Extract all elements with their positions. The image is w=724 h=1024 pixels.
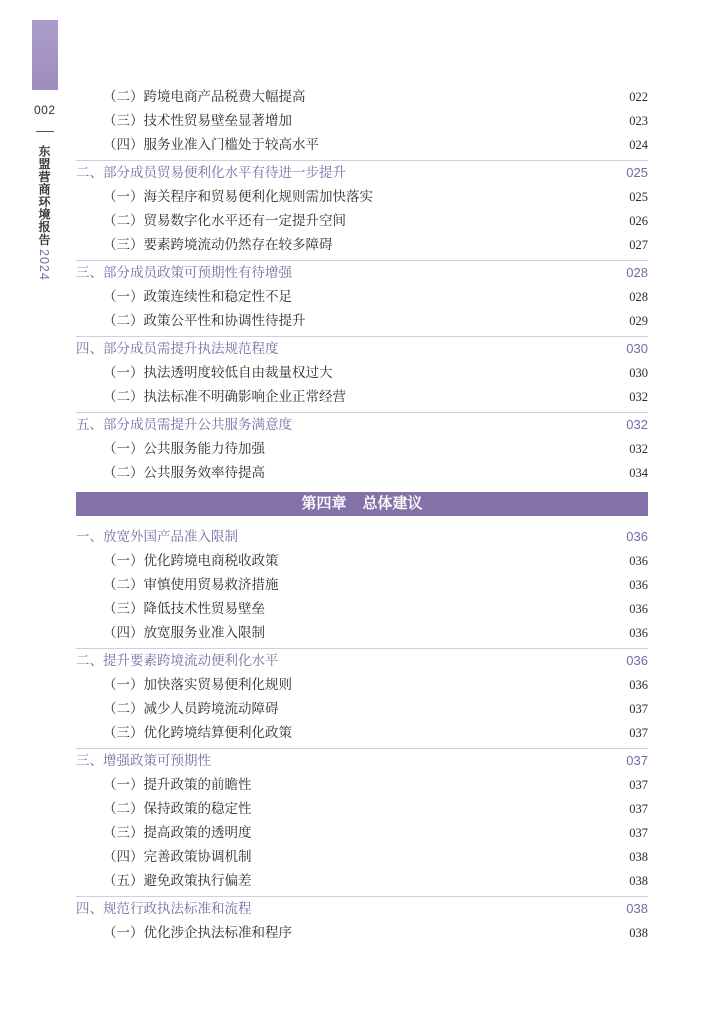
- toc-sub-item-label: （四）放宽服务业准入限制: [103, 625, 265, 640]
- toc-sub-item: [76, 209, 648, 233]
- page-number-divider: [36, 131, 54, 132]
- toc-sub-item-page: 023: [629, 114, 648, 128]
- toc-sub-item: [76, 597, 648, 621]
- toc-sub-item-label: （一）提升政策的前瞻性: [103, 777, 252, 792]
- toc-sub-item: [76, 845, 648, 869]
- toc-sub-item: [76, 385, 648, 409]
- toc-sub-item-label: （三）提高政策的透明度: [103, 825, 252, 840]
- toc-sub-item-page: 025: [629, 190, 648, 204]
- toc-sub-item-label: （二）政策公平性和协调性待提升: [103, 313, 306, 328]
- toc-section-heading-page: 036: [626, 653, 648, 668]
- toc-sub-item: [76, 133, 648, 157]
- toc-sub-item: [76, 233, 648, 257]
- toc-sub-item: [76, 361, 648, 385]
- toc-sub-item: [76, 797, 648, 821]
- toc-sub-item-page: 037: [629, 702, 648, 716]
- toc-sub-item: [76, 773, 648, 797]
- toc-sub-item: [76, 721, 648, 745]
- toc-section-heading: [76, 336, 648, 361]
- toc-sub-item-page: 036: [629, 578, 648, 592]
- toc-sub-item-page: 038: [629, 874, 648, 888]
- toc-section-heading-label: 四、规范行政执法标准和流程: [76, 901, 252, 916]
- toc-sub-item-label: （二）公共服务效率待提高: [103, 465, 265, 480]
- toc-section-heading: [76, 748, 648, 773]
- toc-sub-item-page: 034: [629, 466, 648, 480]
- toc-sub-item-page: 036: [629, 602, 648, 616]
- toc-sub-item-page: 030: [629, 366, 648, 380]
- toc-section-heading-label: 一、放宽外国产品准入限制: [76, 529, 238, 544]
- toc-sub-item: [76, 461, 648, 485]
- toc-sub-item-page: 036: [629, 554, 648, 568]
- toc-sub-item-label: （三）要素跨境流动仍然存在较多障碍: [103, 237, 333, 252]
- toc-sub-item: [76, 573, 648, 597]
- toc-sub-item-page: 037: [629, 726, 648, 740]
- toc-sub-item: [76, 697, 648, 721]
- toc-sub-item: [76, 821, 648, 845]
- table-of-contents: [76, 85, 648, 945]
- toc-sub-item: [76, 437, 648, 461]
- toc-sub-item-label: （二）跨境电商产品税费大幅提高: [103, 89, 306, 104]
- toc-sub-item: [76, 869, 648, 893]
- toc-sub-item-label: （三）降低技术性贸易壁垒: [103, 601, 265, 616]
- toc-sub-item-page: 038: [629, 850, 648, 864]
- running-title: [37, 145, 51, 281]
- toc-sub-item-label: （一）优化跨境电商税收政策: [103, 553, 279, 568]
- toc-sub-item-label: （三）技术性贸易壁垒显著增加: [103, 113, 292, 128]
- chapter-title: 总体建议: [362, 495, 423, 512]
- toc-sub-item-label: （一）公共服务能力待加强: [103, 441, 265, 456]
- toc-sub-item: [76, 309, 648, 333]
- toc-section-heading-page: 028: [626, 265, 648, 280]
- toc-sub-item-page: 037: [629, 826, 648, 840]
- toc-sub-item-label: （一）执法透明度较低自由裁量权过大: [103, 365, 333, 380]
- toc-sub-item-page: 024: [629, 138, 648, 152]
- toc-sub-item-label: （一）政策连续性和稳定性不足: [103, 289, 292, 304]
- toc-sub-item-label: （一）优化涉企执法标准和程序: [103, 925, 292, 940]
- toc-section-heading: [76, 160, 648, 185]
- toc-sub-item-label: （五）避免政策执行偏差: [103, 873, 252, 888]
- toc-section-heading-label: 三、增强政策可预期性: [76, 753, 211, 768]
- toc-section-heading-label: 三、部分成员政策可预期性有待增强: [76, 265, 292, 280]
- toc-sub-item-page: 022: [629, 90, 648, 104]
- toc-sub-item-page: 036: [629, 626, 648, 640]
- chapter-tab-marker: [32, 20, 58, 90]
- toc-sub-item-page: 028: [629, 290, 648, 304]
- toc-section-heading: [76, 412, 648, 437]
- toc-sub-item: [76, 285, 648, 309]
- toc-sub-item-label: （二）保持政策的稳定性: [103, 801, 252, 816]
- toc-sub-item: [76, 85, 648, 109]
- toc-sub-item-page: 037: [629, 778, 648, 792]
- toc-sub-item-label: （一）海关程序和贸易便利化规则需加快落实: [103, 189, 373, 204]
- toc-sub-item-page: 027: [629, 238, 648, 252]
- toc-section-heading: [76, 648, 648, 673]
- toc-sub-item: [76, 549, 648, 573]
- toc-sub-item-label: （二）减少人员跨境流动障碍: [103, 701, 279, 716]
- toc-sub-item-label: （二）执法标准不明确影响企业正常经营: [103, 389, 346, 404]
- toc-sub-item-label: （四）服务业准入门槛处于较高水平: [103, 137, 319, 152]
- running-title-text: 东盟营商环境报告: [37, 145, 51, 246]
- toc-sub-item-page: 038: [629, 926, 648, 940]
- toc-section-heading-label: 二、提升要素跨境流动便利化水平: [76, 653, 279, 668]
- toc-sub-item-label: （一）加快落实贸易便利化规则: [103, 677, 292, 692]
- toc-section-heading-page: 032: [626, 417, 648, 432]
- toc-section-heading-label: 二、部分成员贸易便利化水平有待进一步提升: [76, 165, 346, 180]
- toc-section-heading-page: 037: [626, 753, 648, 768]
- toc-section-heading-label: 四、部分成员需提升执法规范程度: [76, 341, 279, 356]
- toc-sub-item: [76, 621, 648, 645]
- toc-sub-item-label: （二）审慎使用贸易救济措施: [103, 577, 279, 592]
- toc-sub-item-page: 037: [629, 802, 648, 816]
- toc-sub-item: [76, 185, 648, 209]
- toc-sub-item-page: 029: [629, 314, 648, 328]
- toc-sub-item-page: 026: [629, 214, 648, 228]
- toc-sub-item-page: 036: [629, 678, 648, 692]
- toc-sub-item: [76, 921, 648, 945]
- chapter-banner: [76, 492, 648, 516]
- running-title-year: 2024: [37, 248, 51, 281]
- toc-sub-item-label: （四）完善政策协调机制: [103, 849, 252, 864]
- toc-section-heading: [76, 896, 648, 921]
- toc-section-heading: [76, 260, 648, 285]
- toc-sub-item-label: （三）优化跨境结算便利化政策: [103, 725, 292, 740]
- toc-sub-item-page: 032: [629, 390, 648, 404]
- toc-section-heading-page: 038: [626, 901, 648, 916]
- toc-sub-item: [76, 109, 648, 133]
- toc-sub-item: [76, 673, 648, 697]
- toc-section-heading-page: 025: [626, 165, 648, 180]
- toc-sub-item-page: 032: [629, 442, 648, 456]
- chapter-number: 第四章: [301, 495, 347, 512]
- toc-section-heading-page: 030: [626, 341, 648, 356]
- toc-section-heading-page: 036: [626, 529, 648, 544]
- toc-section-heading: [76, 524, 648, 549]
- page-number: 002: [34, 103, 56, 117]
- toc-sub-item-label: （二）贸易数字化水平还有一定提升空间: [103, 213, 346, 228]
- toc-section-heading-label: 五、部分成员需提升公共服务满意度: [76, 417, 292, 432]
